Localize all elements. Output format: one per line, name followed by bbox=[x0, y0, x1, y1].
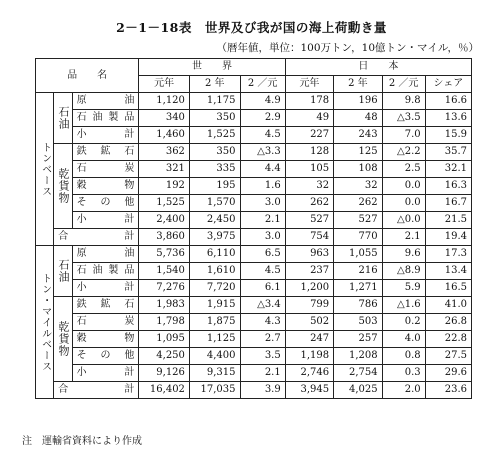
cell-world-y1: 5,736 bbox=[139, 246, 190, 263]
cell-world-y1: 1,525 bbox=[139, 195, 190, 212]
table-row bbox=[36, 314, 472, 331]
cell-japan-ratio: 0.2 bbox=[382, 314, 425, 331]
table-row bbox=[36, 263, 472, 280]
row-label: 鉄 鉱 石 bbox=[72, 144, 139, 161]
cell-japan-y2: 32 bbox=[334, 178, 382, 195]
cell-world-y1: 7,276 bbox=[139, 280, 190, 297]
row-label: 石 炭 bbox=[72, 314, 139, 331]
cell-world-y1: 321 bbox=[139, 161, 190, 178]
cell-world-y1: 362 bbox=[139, 144, 190, 161]
cell-share: 41.0 bbox=[425, 297, 471, 314]
cell-japan-y1: 262 bbox=[285, 195, 333, 212]
section-label: トン・マイルベース bbox=[36, 246, 54, 399]
cell-japan-ratio: △3.5 bbox=[382, 110, 425, 127]
cell-share: 32.1 bbox=[425, 161, 471, 178]
cell-world-ratio: 3.5 bbox=[240, 348, 285, 365]
table-row bbox=[36, 178, 472, 195]
total-world-ratio: 3.0 bbox=[240, 229, 285, 246]
cell-world-y2: 1,570 bbox=[189, 195, 240, 212]
cell-world-ratio: 1.6 bbox=[240, 178, 285, 195]
cell-japan-y1: 1,200 bbox=[285, 280, 333, 297]
cell-world-y1: 192 bbox=[139, 178, 190, 195]
cell-japan-ratio: △2.2 bbox=[382, 144, 425, 161]
cell-japan-y2: 1,055 bbox=[334, 246, 382, 263]
group-label: 乾貨物 bbox=[54, 144, 72, 229]
cell-japan-y1: 963 bbox=[285, 246, 333, 263]
header-japan-ratio: 2 ／元 bbox=[382, 76, 425, 93]
cell-world-ratio: 6.1 bbox=[240, 280, 285, 297]
cell-japan-y2: 1,208 bbox=[334, 348, 382, 365]
table-row bbox=[36, 93, 472, 110]
cell-world-y1: 1,983 bbox=[139, 297, 190, 314]
total-japan-y2: 4,025 bbox=[334, 382, 382, 399]
row-label: 原 油 bbox=[72, 93, 139, 110]
cell-share: 15.9 bbox=[425, 127, 471, 144]
subtotal-row bbox=[36, 365, 472, 382]
cell-world-ratio: 2.9 bbox=[240, 110, 285, 127]
header-world-ratio: 2 ／元 bbox=[240, 76, 285, 93]
cell-japan-y2: 243 bbox=[334, 127, 382, 144]
cell-japan-ratio: 0.8 bbox=[382, 348, 425, 365]
row-label: 穀 物 bbox=[72, 331, 139, 348]
total-japan-ratio: 2.0 bbox=[382, 382, 425, 399]
cell-japan-y1: 1,198 bbox=[285, 348, 333, 365]
cell-world-y2: 350 bbox=[189, 110, 240, 127]
table-row bbox=[36, 331, 472, 348]
cell-japan-y1: 49 bbox=[285, 110, 333, 127]
group-label: 石油 bbox=[54, 93, 72, 144]
cell-japan-y2: 262 bbox=[334, 195, 382, 212]
total-row bbox=[36, 382, 472, 399]
cell-japan-ratio: △8.9 bbox=[382, 263, 425, 280]
cell-world-y1: 1,095 bbox=[139, 331, 190, 348]
cell-world-ratio: 6.5 bbox=[240, 246, 285, 263]
cell-japan-y1: 799 bbox=[285, 297, 333, 314]
subtotal-row bbox=[36, 212, 472, 229]
table-row bbox=[36, 348, 472, 365]
cell-japan-ratio: 9.8 bbox=[382, 93, 425, 110]
cell-world-ratio: 4.5 bbox=[240, 263, 285, 280]
table-row bbox=[36, 246, 472, 263]
row-label: 小 計 bbox=[72, 127, 139, 144]
cargo-volume-table bbox=[35, 58, 472, 399]
cell-japan-y1: 237 bbox=[285, 263, 333, 280]
cell-world-y2: 195 bbox=[189, 178, 240, 195]
cell-world-ratio: 4.4 bbox=[240, 161, 285, 178]
header-world-y1: 元年 bbox=[139, 76, 190, 93]
cell-world-ratio: 2.1 bbox=[240, 365, 285, 382]
total-world-y1: 16,402 bbox=[139, 382, 190, 399]
cell-world-y2: 7,720 bbox=[189, 280, 240, 297]
table-row bbox=[36, 297, 472, 314]
cell-world-y2: 350 bbox=[189, 144, 240, 161]
cell-japan-y2: 108 bbox=[334, 161, 382, 178]
row-label: 石油製品 bbox=[72, 110, 139, 127]
cell-japan-y2: 216 bbox=[334, 263, 382, 280]
cell-world-y2: 1,875 bbox=[189, 314, 240, 331]
cell-japan-y1: 502 bbox=[285, 314, 333, 331]
cell-japan-ratio: 0.0 bbox=[382, 178, 425, 195]
table-row bbox=[36, 144, 472, 161]
cell-japan-y2: 125 bbox=[334, 144, 382, 161]
cell-world-ratio: 3.0 bbox=[240, 195, 285, 212]
cell-japan-ratio: 5.9 bbox=[382, 280, 425, 297]
row-label: 小 計 bbox=[72, 212, 139, 229]
cell-world-y1: 4,250 bbox=[139, 348, 190, 365]
cell-world-y1: 1,120 bbox=[139, 93, 190, 110]
cell-japan-y2: 257 bbox=[334, 331, 382, 348]
header-japan: 日 本 bbox=[285, 59, 471, 76]
table-unit-note: （暦年値，単位：100万トン，10億トン・マイル，％） bbox=[216, 42, 479, 54]
cell-share: 26.8 bbox=[425, 314, 471, 331]
cell-world-y1: 340 bbox=[139, 110, 190, 127]
cell-japan-y1: 128 bbox=[285, 144, 333, 161]
total-japan-ratio: 2.1 bbox=[382, 229, 425, 246]
cell-japan-y1: 2,746 bbox=[285, 365, 333, 382]
cell-japan-ratio: 7.0 bbox=[382, 127, 425, 144]
cell-japan-ratio: △0.0 bbox=[382, 212, 425, 229]
cell-japan-y2: 2,754 bbox=[334, 365, 382, 382]
header-world: 世 界 bbox=[139, 59, 285, 76]
subtotal-row bbox=[36, 127, 472, 144]
cell-world-ratio: 4.9 bbox=[240, 93, 285, 110]
cell-share: 21.5 bbox=[425, 212, 471, 229]
cell-share: 17.3 bbox=[425, 246, 471, 263]
cell-world-y1: 1,798 bbox=[139, 314, 190, 331]
cell-japan-y1: 527 bbox=[285, 212, 333, 229]
section-label: トンベース bbox=[36, 93, 54, 246]
cell-share: 29.6 bbox=[425, 365, 471, 382]
cell-japan-y1: 227 bbox=[285, 127, 333, 144]
cell-share: 13.6 bbox=[425, 110, 471, 127]
cell-world-y2: 1,525 bbox=[189, 127, 240, 144]
cell-japan-ratio: 2.5 bbox=[382, 161, 425, 178]
cell-world-y1: 1,460 bbox=[139, 127, 190, 144]
cell-japan-ratio: 0.3 bbox=[382, 365, 425, 382]
cell-share: 35.7 bbox=[425, 144, 471, 161]
cell-share: 13.4 bbox=[425, 263, 471, 280]
total-label: 合 計 bbox=[54, 229, 139, 246]
cell-world-y2: 2,450 bbox=[189, 212, 240, 229]
cell-share: 16.6 bbox=[425, 93, 471, 110]
row-label: そ の 他 bbox=[72, 195, 139, 212]
cell-world-ratio: △3.4 bbox=[240, 297, 285, 314]
cell-japan-ratio: 0.0 bbox=[382, 195, 425, 212]
group-label: 乾貨物 bbox=[54, 297, 72, 382]
row-label: 小 計 bbox=[72, 280, 139, 297]
table-title: 2－1－18表 世界及び我が国の海上荷動き量 bbox=[116, 20, 387, 35]
header-japan-y1: 元年 bbox=[285, 76, 333, 93]
cell-world-ratio: 4.5 bbox=[240, 127, 285, 144]
table-body bbox=[36, 93, 472, 399]
table-row bbox=[36, 161, 472, 178]
cell-world-ratio: 2.7 bbox=[240, 331, 285, 348]
cell-japan-y2: 786 bbox=[334, 297, 382, 314]
row-label: そ の 他 bbox=[72, 348, 139, 365]
cell-world-y2: 1,125 bbox=[189, 331, 240, 348]
cell-world-y1: 2,400 bbox=[139, 212, 190, 229]
cell-share: 16.7 bbox=[425, 195, 471, 212]
subtotal-row bbox=[36, 280, 472, 297]
cell-japan-y2: 1,271 bbox=[334, 280, 382, 297]
total-label: 合 計 bbox=[54, 382, 139, 399]
cell-japan-y1: 247 bbox=[285, 331, 333, 348]
cell-japan-y2: 196 bbox=[334, 93, 382, 110]
cell-japan-ratio: △1.6 bbox=[382, 297, 425, 314]
header-item: 品 名 bbox=[36, 59, 139, 93]
cell-japan-y2: 503 bbox=[334, 314, 382, 331]
total-japan-y2: 770 bbox=[334, 229, 382, 246]
cell-world-y2: 1,610 bbox=[189, 263, 240, 280]
cell-world-y2: 4,400 bbox=[189, 348, 240, 365]
cell-japan-ratio: 4.0 bbox=[382, 331, 425, 348]
cell-japan-y1: 32 bbox=[285, 178, 333, 195]
header-world-y2: 2 年 bbox=[189, 76, 240, 93]
total-share: 19.4 bbox=[425, 229, 471, 246]
header-row-top bbox=[36, 59, 472, 76]
total-share: 23.6 bbox=[425, 382, 471, 399]
cell-japan-y1: 178 bbox=[285, 93, 333, 110]
cell-japan-y1: 105 bbox=[285, 161, 333, 178]
cell-world-y2: 1,915 bbox=[189, 297, 240, 314]
cell-world-y2: 1,175 bbox=[189, 93, 240, 110]
total-world-y1: 3,860 bbox=[139, 229, 190, 246]
cell-japan-y2: 48 bbox=[334, 110, 382, 127]
cell-world-ratio: 2.1 bbox=[240, 212, 285, 229]
cell-world-y2: 6,110 bbox=[189, 246, 240, 263]
cell-world-y1: 9,126 bbox=[139, 365, 190, 382]
total-japan-y1: 754 bbox=[285, 229, 333, 246]
total-row bbox=[36, 229, 472, 246]
cell-share: 27.5 bbox=[425, 348, 471, 365]
table-row bbox=[36, 110, 472, 127]
cell-japan-ratio: 9.6 bbox=[382, 246, 425, 263]
total-world-y2: 3,975 bbox=[189, 229, 240, 246]
group-label: 石油 bbox=[54, 246, 72, 297]
header-japan-y2: 2 年 bbox=[334, 76, 382, 93]
cell-world-ratio: △3.3 bbox=[240, 144, 285, 161]
total-world-ratio: 3.9 bbox=[240, 382, 285, 399]
cell-share: 22.8 bbox=[425, 331, 471, 348]
row-label: 穀 物 bbox=[72, 178, 139, 195]
table-row bbox=[36, 195, 472, 212]
cell-world-ratio: 4.3 bbox=[240, 314, 285, 331]
row-label: 鉄 鉱 石 bbox=[72, 297, 139, 314]
source-note: 注 運輸省資料により作成 bbox=[22, 436, 142, 447]
row-label: 石 炭 bbox=[72, 161, 139, 178]
total-world-y2: 17,035 bbox=[189, 382, 240, 399]
cell-share: 16.3 bbox=[425, 178, 471, 195]
row-label: 石油製品 bbox=[72, 263, 139, 280]
cell-japan-y2: 527 bbox=[334, 212, 382, 229]
row-label: 原 油 bbox=[72, 246, 139, 263]
cell-world-y2: 335 bbox=[189, 161, 240, 178]
cell-world-y1: 1,540 bbox=[139, 263, 190, 280]
total-japan-y1: 3,945 bbox=[285, 382, 333, 399]
cell-world-y2: 9,315 bbox=[189, 365, 240, 382]
row-label: 小 計 bbox=[72, 365, 139, 382]
cell-share: 16.5 bbox=[425, 280, 471, 297]
header-share: シェア bbox=[425, 76, 471, 93]
